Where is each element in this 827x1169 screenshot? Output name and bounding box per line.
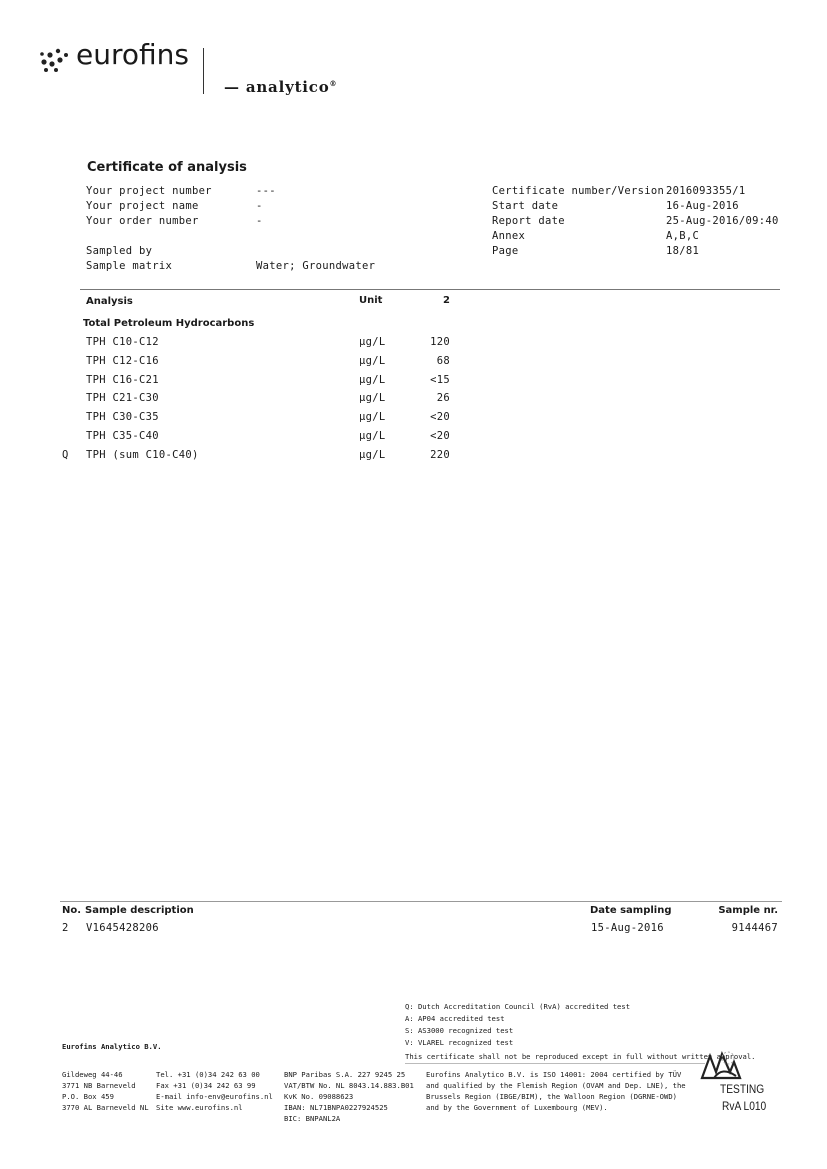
footer-company: Eurofins Analytico B.V. — [62, 1042, 162, 1051]
row-analysis-name: TPH C10-C12 — [86, 336, 159, 348]
row-unit: µg/L — [359, 448, 386, 461]
info-label: Certificate number/Version — [492, 185, 665, 197]
legend-line: This certificate shall not be reproduced except in full without written approval. — [405, 1052, 756, 1061]
legend-line: Q: Dutch Accreditation Council (RvA) accredited test — [405, 1002, 631, 1011]
rva-testing-label: TESTING — [720, 1082, 765, 1096]
row-value: <20 — [430, 411, 450, 424]
info-value: 2016093355/1 — [666, 185, 746, 197]
row-unit: µg/L — [359, 373, 386, 386]
info-label: Your project number — [86, 185, 212, 197]
legend-line: S: AS3000 recognized test — [405, 1026, 514, 1035]
analysis-header: Analysis — [86, 296, 133, 307]
row-value: <20 — [430, 430, 450, 442]
footer-line: P.O. Box 459 — [62, 1092, 114, 1101]
info-value: 18/81 — [666, 245, 700, 257]
info-value: A,B,C — [666, 230, 700, 242]
row-unit: µg/L — [359, 430, 386, 442]
info-value: 25-Aug-2016/09:40 — [666, 215, 779, 227]
footer-line: Tel. +31 (0)34 242 63 00 — [156, 1070, 260, 1079]
info-label: Start date — [492, 200, 559, 212]
samples-header-date: Date sampling — [590, 905, 672, 916]
info-value: 16-Aug-2016 — [666, 200, 739, 212]
row-analysis-name: TPH C30-C35 — [86, 411, 159, 424]
row-analysis-name: TPH C12-C16 — [86, 354, 159, 367]
row-analysis-name: TPH C21-C30 — [86, 392, 159, 405]
footer-line: BIC: BNPANL2A — [284, 1114, 341, 1123]
row-analysis-name: TPH C16-C21 — [86, 373, 159, 386]
rva-code-label: RvA L010 — [722, 1099, 767, 1113]
footer-line: Fax +31 (0)34 242 63 99 — [156, 1081, 256, 1090]
unit-header: Unit — [359, 295, 383, 306]
info-value: - — [256, 215, 263, 227]
footer-line: Gildeweg 44-46 — [62, 1070, 123, 1079]
logo-divider — [203, 48, 204, 94]
samples-header-nr: Sample nr. — [718, 905, 778, 916]
sample-no: 2 — [62, 922, 69, 934]
footer-line: KvK No. 09088623 — [284, 1092, 354, 1101]
row-unit: µg/L — [359, 411, 386, 424]
legend-line: A: AP04 accredited test — [405, 1014, 505, 1023]
sample-date: 15-Aug-2016 — [591, 922, 664, 934]
legend-line: V: VLAREL recognized test — [405, 1038, 514, 1047]
brand-name: eurofins — [76, 38, 189, 71]
row-analysis-name: TPH (sum C10-C40) — [86, 448, 199, 461]
footer-line: 3770 AL Barneveld NL — [62, 1103, 149, 1112]
row-value: 220 — [430, 448, 450, 461]
page-title: Certificate of analysis — [87, 160, 247, 175]
info-value: - — [256, 200, 263, 212]
row-flag: Q — [62, 448, 69, 461]
samples-top-rule — [60, 901, 782, 902]
footer-line: BNP Paribas S.A. 227 9245 25 — [284, 1070, 406, 1079]
samples-header-desc: Sample description — [85, 905, 194, 916]
info-label: Report date — [492, 215, 565, 227]
footer-line: IBAN: NL71BNPA0227924525 — [284, 1103, 388, 1112]
division-name: — analytico® — [224, 78, 338, 96]
info-value: Water; Groundwater — [256, 260, 376, 272]
row-analysis-name: TPH C35-C40 — [86, 430, 159, 442]
row-value: 68 — [436, 354, 450, 367]
info-label: Sample matrix — [86, 260, 173, 272]
table-top-rule — [80, 289, 780, 290]
row-unit: µg/L — [359, 354, 386, 367]
group-title: Total Petroleum Hydrocarbons — [83, 318, 255, 329]
info-label: Your order number — [86, 215, 199, 227]
footer-line: and by the Government of Luxembourg (MEV). — [426, 1103, 608, 1112]
row-value: 26 — [436, 392, 450, 405]
footer-rule — [405, 1063, 705, 1064]
info-label: Annex — [492, 230, 526, 242]
sample-nr: 9144467 — [731, 922, 778, 934]
sample-desc: V1645428206 — [86, 922, 159, 934]
info-label: Page — [492, 245, 519, 257]
footer-line: VAT/BTW No. NL 8043.14.883.B01 — [284, 1081, 414, 1090]
row-unit: µg/L — [359, 392, 386, 405]
footer-line: and qualified by the Flemish Region (OVAM and Dep. LNE), the — [426, 1081, 686, 1090]
row-unit: µg/L — [359, 336, 386, 348]
eurofins-dots-icon — [38, 42, 74, 74]
footer-line: Eurofins Analytico B.V. is ISO 14001: 2004 certified by TÜV — [426, 1070, 682, 1079]
footer-line: E-mail info-env@eurofins.nl — [156, 1092, 273, 1101]
footer-line: Site www.eurofins.nl — [156, 1103, 243, 1112]
sample-header: 2 — [443, 295, 450, 306]
info-label: Your project name — [86, 200, 199, 212]
info-value: --- — [256, 185, 276, 197]
row-value: <15 — [430, 373, 450, 386]
info-label: Sampled by — [86, 245, 153, 257]
footer-line: 3771 NB Barneveld — [62, 1081, 136, 1090]
samples-header-no: No. — [62, 905, 82, 916]
footer-line: Brussels Region (IBGE/BIM), the Walloon Region (DGRNE-OWD) — [426, 1092, 677, 1101]
rva-accreditation-icon — [700, 1050, 742, 1082]
row-value: 120 — [430, 336, 450, 348]
